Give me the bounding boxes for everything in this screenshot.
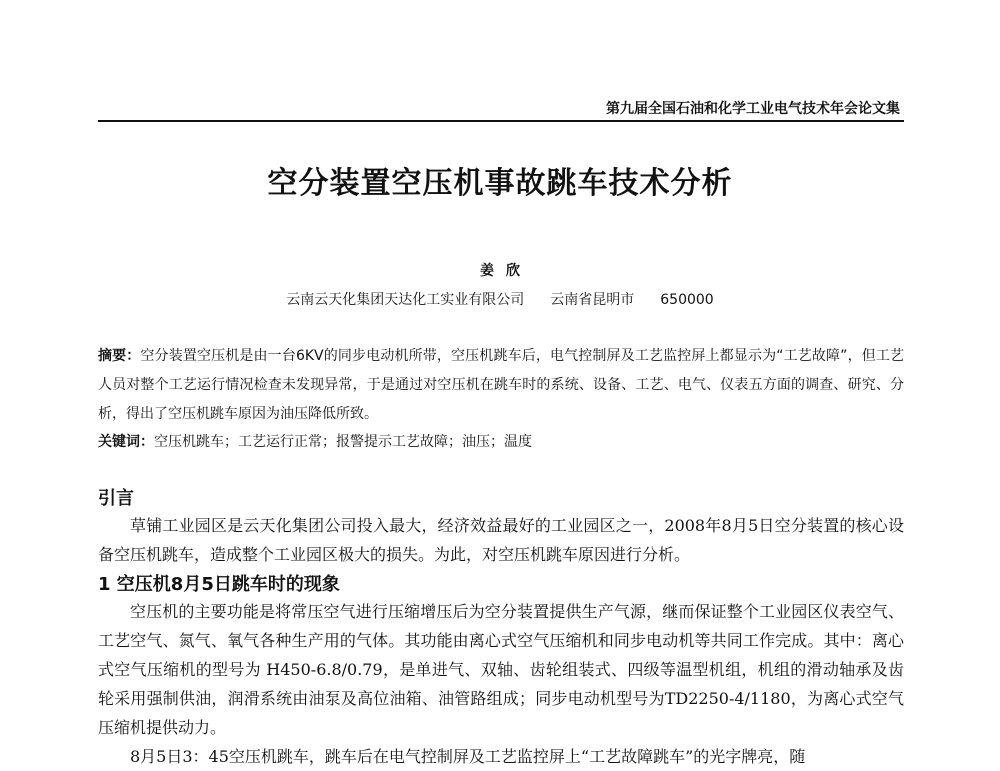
section-heading-1: 1 空压机8月5日跳车时的现象 — [98, 574, 340, 595]
section-heading-intro: 引言 — [98, 488, 134, 509]
abstract-text: 空分装置空压机是由一台6KV的同步电动机所带，空压机跳车后，电气控制屏及工艺监控屏上都显示为“工艺故障”，但工艺人员对整个工艺运行情况检查未发现异常，于是通过对空压机在跳车时的系统、设备、工艺、电气、仪表五方面的调查、研究、分析，得出了空压机跳车原因为油压降低所致。 — [98, 348, 904, 422]
affiliation-city: 云南省昆明市 — [550, 292, 635, 308]
section-1-paragraph-1: 空压机的主要功能是将常压空气进行压缩增压后为空分装置提供生产气源，继而保证整个工业园区仪表空气、工艺空气、氮气、氧气各种生产用的气体。其功能由离心式空气压缩机和同步电动机等共同工作完成。其中：离心式空气压缩机的型号为 H450-6.8/0.79，是单进气、双轴、齿轮组装式、四级等温型机组，机组的滑动轴承及齿轮采用强制供油，润滑系统由油泵及高位油箱、油管路组成；同步电动机型号为TD2250-4/1180，为离心式空气压缩机提供动力。 — [98, 602, 904, 737]
author-name: 姜欣 — [480, 263, 532, 279]
affiliation-line — [0, 289, 1000, 309]
abstract-label: 摘要： — [98, 348, 141, 364]
header-rule — [98, 120, 904, 122]
paper-title: 空分装置空压机事故跳车技术分析 — [267, 166, 733, 201]
intro-paragraph: 草铺工业园区是云天化集团公司投入最大，经济效益最好的工业园区之一，2008年8月5日空分装置的核心设备空压机跳车，造成整个工业园区极大的损失。为此，对空压机跳车原因进行分析。 — [98, 516, 904, 564]
affiliation-organization: 云南云天化集团天达化工实业有限公司 — [286, 292, 525, 308]
keywords-text: 空压机跳车；工艺运行正常；报警提示工艺故障；油压；温度 — [154, 434, 532, 450]
affiliation-postal-code: 650000 — [660, 292, 714, 308]
abstract — [98, 342, 904, 429]
keywords — [98, 431, 904, 453]
keywords-label: 关键词： — [98, 434, 154, 450]
running-header: 第九届全国石油和化学工业电气技术年会论文集 — [606, 101, 900, 117]
section-1-paragraph-2: 8月5日3：45空压机跳车，跳车后在电气控制屏及工艺监控屏上“工艺故障跳车”的光字牌亮，随 — [130, 747, 806, 766]
